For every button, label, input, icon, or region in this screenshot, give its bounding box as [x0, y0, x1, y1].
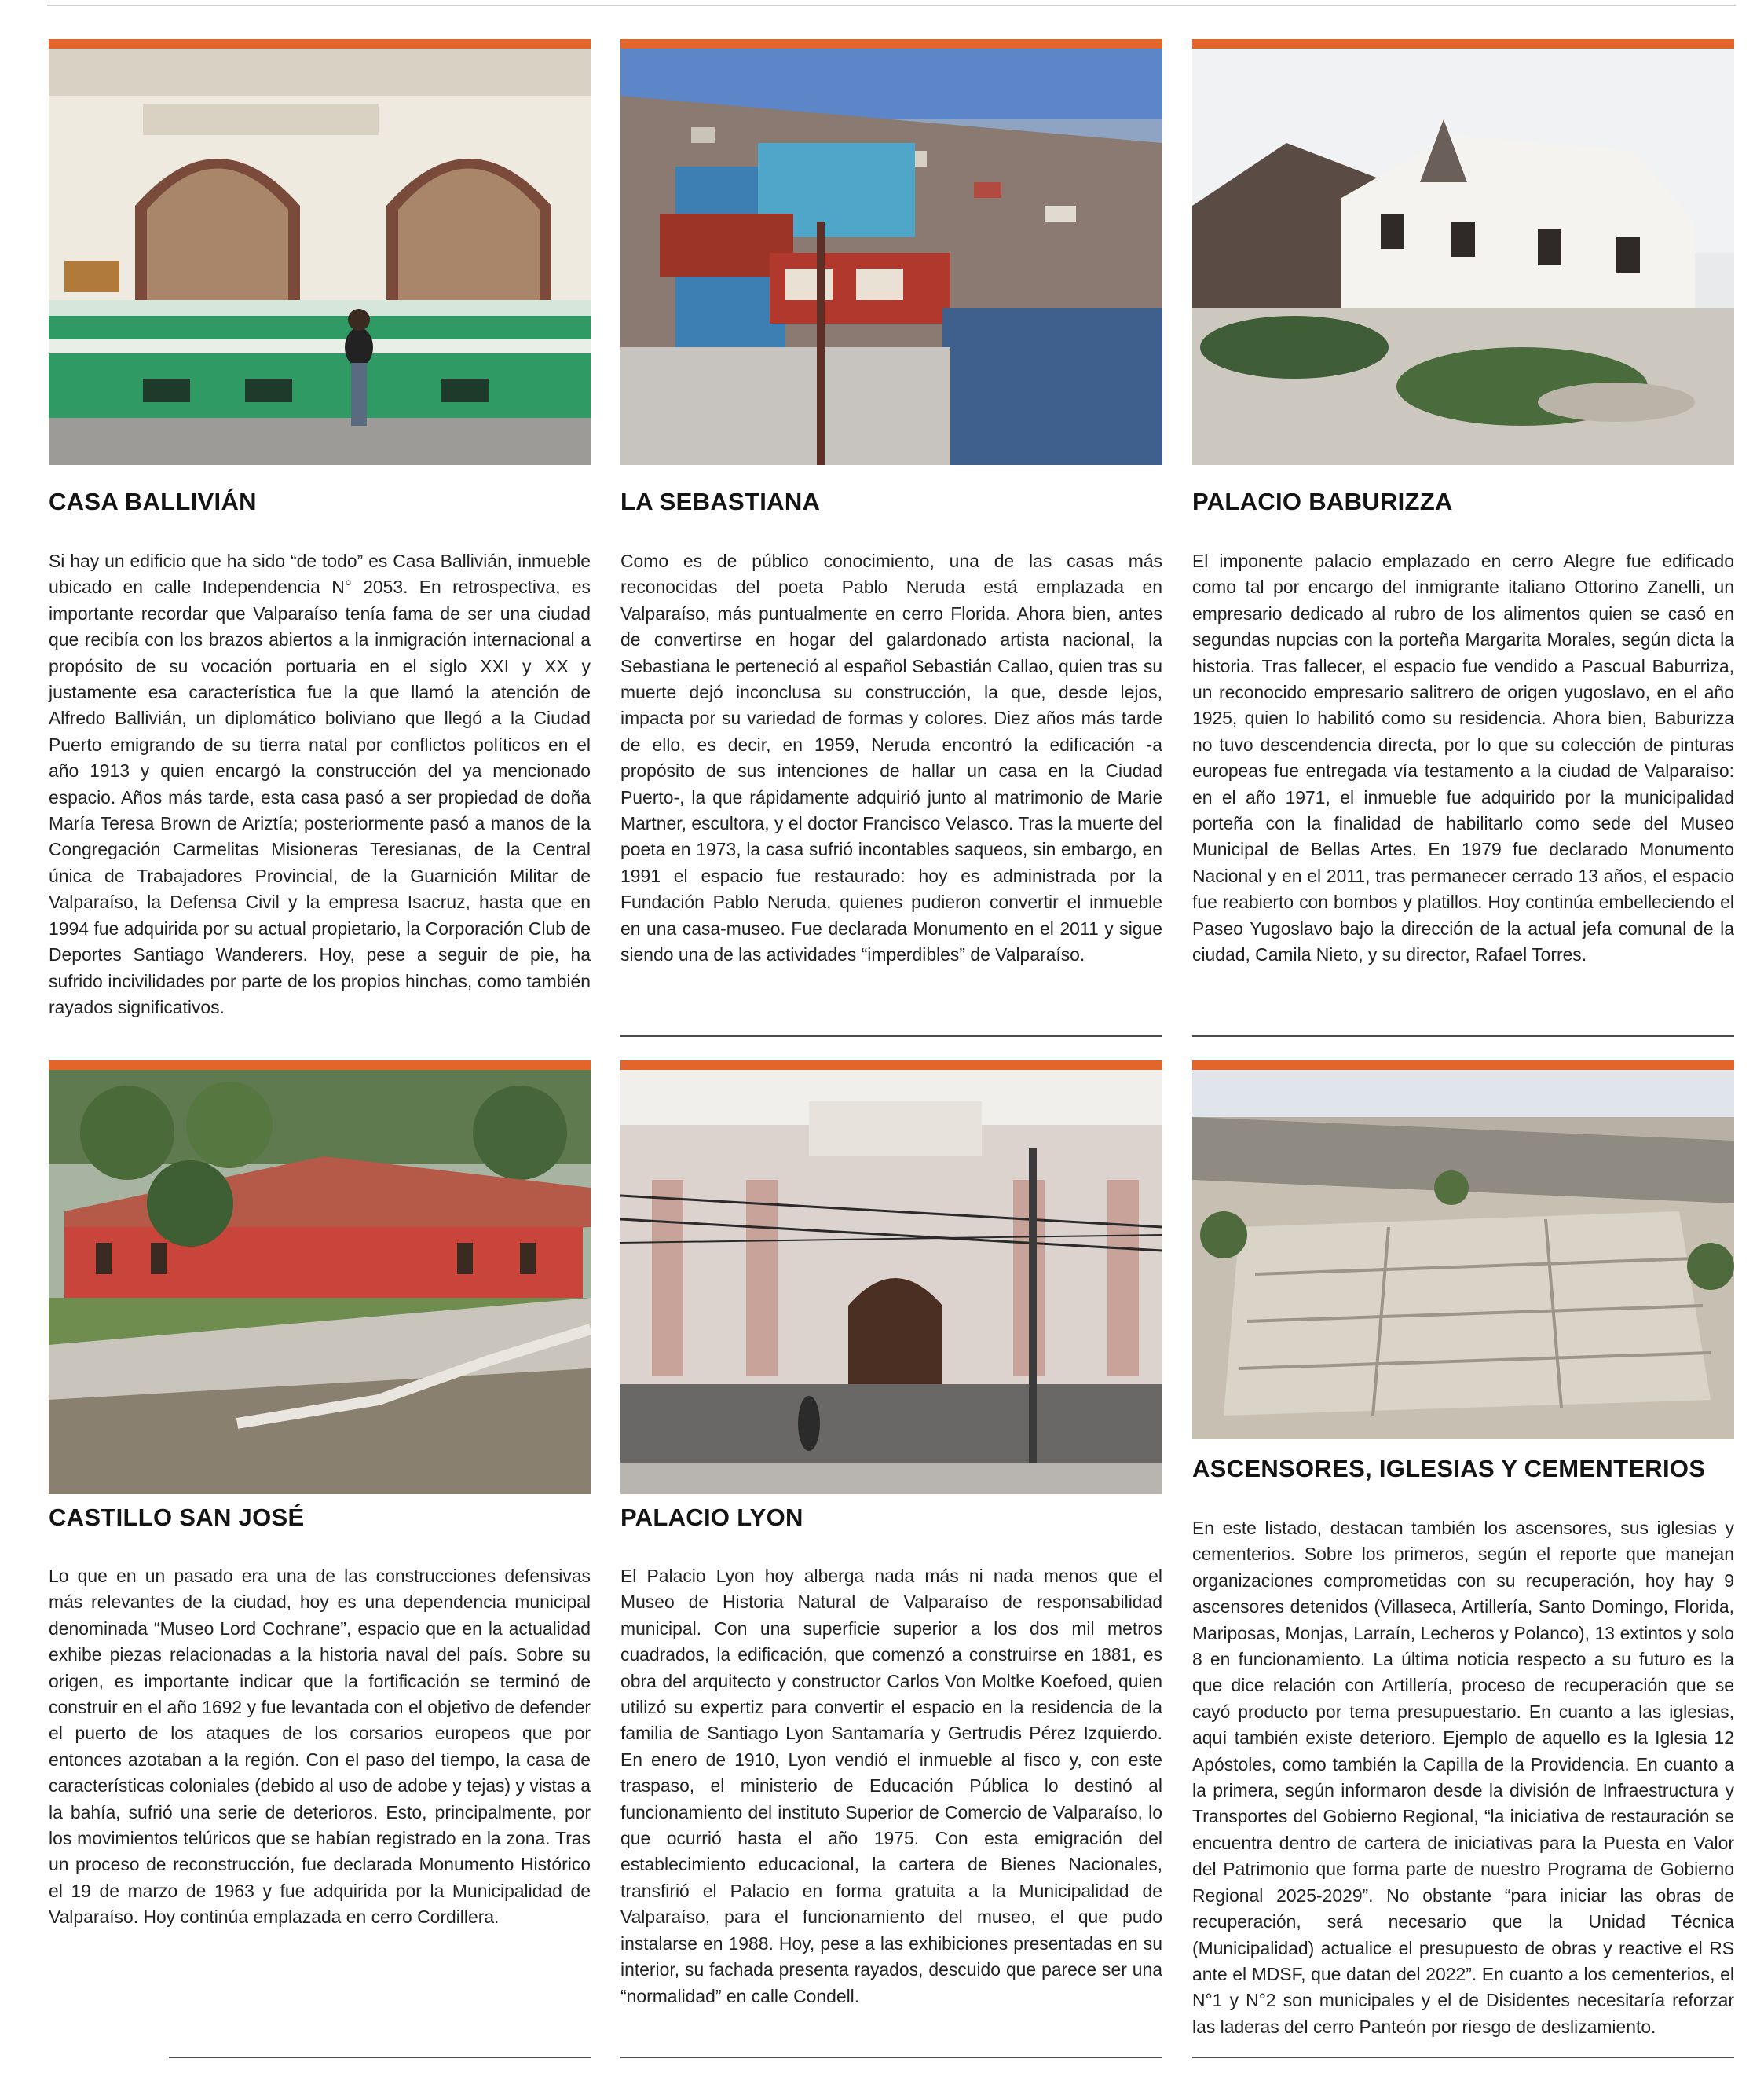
- photo-castillo-san-jose: [49, 1060, 591, 1494]
- text-palacio-baburizza: El imponente palacio emplazado en cerro Alegre fue edificado como tal por encargo del inmigrante italiano Ottorino Zanelli, un empresario dedicado al rubro de los alimentos quien se casó en segundas nupcias con la porteña Margarita Morales, según dicta la historia. Tras fallecer, el espacio fue vendido a Pascual Baburriza, un reconocido empresario salitrero de origen yugoslavo, en el año 1925, quien lo habilitó como su residencia. Ahora bien, Baburizza no tuvo descendencia directa, por lo que su colección de pinturas europeas fue entregada vía testamento a la ciudad de Valparaíso: en el año 1971, el inmueble fue adquirido por la municipalidad porteña con la finalidad de habilitarlo como sede del Museo Municipal de Bellas Artes. En 1979 fue declarado Monumento Nacional y en el 2011, tras permanecer cerrado 13 años, el espacio fue reabierto con bombos y platillos. Hoy continúa embelleciendo el Paseo Yugoslavo bajo la dirección de la actual jefa comunal de la ciudad, Camila Nieto, y su director, Rafael Torres.: [1192, 551, 1734, 965]
- top-rule: [47, 5, 1736, 6]
- divider-bottom-3: [1192, 2057, 1734, 2058]
- text-castillo-san-jose: Lo que en un pasado era una de las construcciones defensivas más relevantes de la ciudad, hoy es una dependencia municipal denominada “Museo Lord Cochrane”, espacio que en la actualidad exhibe piezas relacionadas a la historia naval del país. Sobre su origen, es importante indicar que la fortificación se terminó de construir en el año 1692 y fue levantada con el objetivo de defender el puerto de los ataques de los corsarios europeos que por entonces azotaban a la región. Con el paso del tiempo, la casa de características coloniales (debido al uso de adobe y tejas) y vistas a la bahía, sufrió una serie de deterioros. Esto, principalmente, por los movimientos telúricos que se habían registrado en la zona. Tras un proceso de reconstrucción, fue declarada Monumento Histórico el 19 de marzo de 1963 y fue adquirida por la Municipalidad de Valparaíso. Hoy continúa emplazada en cerro Cordillera.: [49, 1566, 591, 1928]
- headline-la-sebastiana: LA SEBASTIANA: [620, 488, 821, 515]
- photo-palacio-lyon: [620, 1060, 1162, 1494]
- headline-palacio-lyon: PALACIO LYON: [620, 1504, 803, 1531]
- photo-cementerios: [1192, 1060, 1734, 1439]
- divider-palacio-baburizza: [1192, 1035, 1734, 1037]
- headline-casa-ballivian: CASA BALLIVIÁN: [49, 488, 257, 515]
- divider-bottom-2: [620, 2057, 1162, 2058]
- headline-ascensores-iglesias-cementerios: ASCENSORES, IGLESIAS Y CEMENTERIOS: [1192, 1455, 1706, 1482]
- photo-la-sebastiana: [620, 39, 1162, 465]
- text-palacio-lyon: El Palacio Lyon hoy alberga nada más ni nada menos que el Museo de Historia Natural de Valparaíso de responsabilidad municipal. Con una superficie superior a los dos mil metros cuadrados, la edificación, que comenzó a construirse en 1881, es obra del arquitecto y constructor Carlos Von Moltke Koefoed, quien utilizó su expertiz para convertir el espacio en la residencia de la familia de Santiago Lyon Santamaría y Gertrudis Pérez Izquierdo. En enero de 1910, Lyon vendió el inmueble al fisco y, con este traspaso, el ministerio de Educación Pública lo destinó al funcionamiento del instituto Superior de Comercio de Valparaíso, lo que ocurrió hasta el año 1975. Con esta emigración del establecimiento educacional, la cartera de Bienes Nacionales, transfirió el Palacio en forma gratuita a la Municipalidad de Valparaíso, para el funcionamiento del museo, el que pudo instalarse en 1988. Hoy, pese a las exhibiciones presentadas en su interior, su fachada presenta rayados, descuido que parece ser una “normalidad” en calle Condell.: [620, 1566, 1162, 2006]
- photo-casa-ballivian: [49, 39, 591, 465]
- headline-castillo-san-jose: CASTILLO SAN JOSÉ: [49, 1504, 305, 1531]
- text-ascensores-iglesias-cementerios: En este listado, destacan también los ascensores, sus iglesias y cementerios. Sobre los primeros, según el reporte que manejan organizaciones comprometidas con su recuperación, hoy hay 9 ascensores detenidos (Villaseca, Artillería, Santo Domingo, Florida, Mariposas, Monjas, Larraín, Lecheros y Polanco), 13 extintos y solo 8 en funcionamiento. La última noticia respecto a su futuro es la que dice relación con Artillería, proceso de recuperación que se cayó producto por tema presupuestario. En cuanto a las iglesias, aquí también existe deterioro. Ejemplo de aquello es la Iglesia 12 Apóstoles, como también la Capilla de la Providencia. En cuanto a la primera, según informaron desde la división de Infraestructura y Transportes del Gobierno Regional, “la iniciativa de restauración se encuentra dentro de cartera de iniciativas para la Puesta en Valor del Patrimonio que forma parte de nuestro Programa de Gobierno Regional 2025-2029”. No obstante “para iniciar las obras de recuperación, será necesario que la Unidad Técnica (Municipalidad) actualice el presupuesto de obras y reactive el RS ante el MDSF, que datan del 2022”. En cuanto a los cementerios, el N°1 y N°2 son municipales y el de Disidentes necesitaría reforzar las laderas del cerro Panteón por riesgo de deslizamiento.: [1192, 1518, 1734, 2037]
- text-la-sebastiana: Como es de público conocimiento, una de las casas más reconocidas del poeta Pablo Neruda está emplazada en Valparaíso, más puntualmente en cerro Florida. Ahora bien, antes de convertirse en hogar del galardonado artista nacional, la Sebastiana le perteneció al español Sebastián Callao, quien tras su muerte dejó inconclusa su construcción, la que, desde lejos, impacta por su variedad de formas y colores. Diez años más tarde de ello, es decir, en 1959, Neruda encontró la edificación -a propósito de sus intenciones de hallar un casa en la Ciudad Puerto-, la que rápidamente adquirió junto al matrimonio de Marie Martner, escultora, y el doctor Francisco Velasco. Tras la muerte del poeta en 1973, la casa sufrió incontables saqueos, sin embargo, en 1991 el espacio fue restaurado: hoy es administrada por la Fundación Pablo Neruda, quienes pudieron convertir el inmueble en una casa-museo. Fue declarada Monumento en el 2011 y sigue siendo una de las actividades “imperdibles” de Valparaíso.: [620, 551, 1162, 965]
- divider-la-sebastiana: [620, 1035, 1162, 1037]
- photo-palacio-baburizza: [1192, 39, 1734, 465]
- headline-palacio-baburizza: PALACIO BABURIZZA: [1192, 488, 1453, 515]
- text-casa-ballivian: Si hay un edificio que ha sido “de todo” es Casa Ballivián, inmueble ubicado en calle Independencia N° 2053. En retrospectiva, es importante recordar que Valparaíso tenía fama de ser una ciudad que recibía con los brazos abiertos a la inmigración internacional a propósito de su vocación portuaria en el siglo XXI y XX y justamente esa característica fue la que llamó la atención de Alfredo Ballivián, un diplomático boliviano que llegó a la Ciudad Puerto emigrando de su tierra natal por conflictos políticos en el año 1913 y quien encargó la construcción del ya mencionado espacio. Años más tarde, esta casa pasó a ser propiedad de doña María Teresa Brown de Ariztía; posteriormente pasó a manos de la Congregación Carmelitas Misioneras Teresianas, de la Central única de Trabajadores Provincial, de la Guarnición Militar de Valparaíso, la Defensa Civil y la empresa Isacruz, hasta que en 1994 fue adquirida por su actual propietario, la Corporación Club de Deportes Santiago Wanderers. Hoy, pese a seguir de pie, ha sufrido incivilidades por parte de los propios hinchas, como también rayados significativos.: [49, 551, 591, 1017]
- divider-bottom-1: [169, 2057, 591, 2058]
